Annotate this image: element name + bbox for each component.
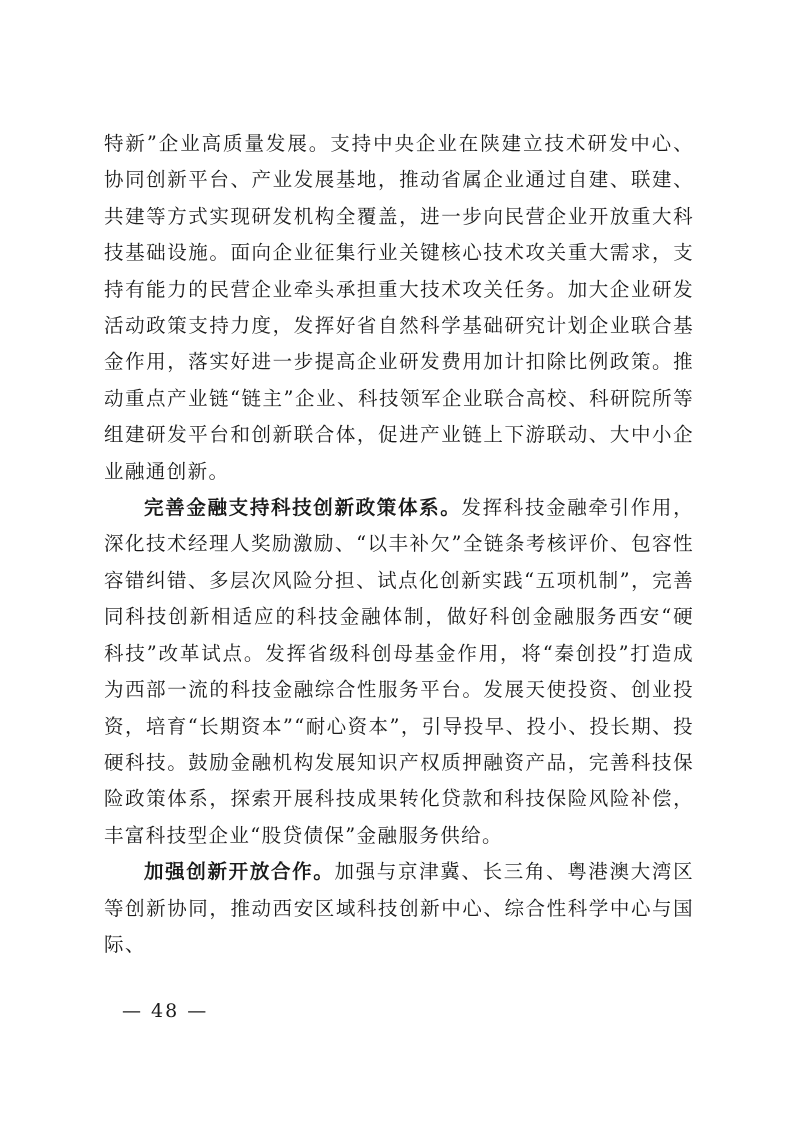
paragraph-continuation [104, 126, 694, 490]
paragraph-open-cooperation [104, 854, 694, 963]
body-text [104, 126, 694, 963]
paragraph-text: 发挥科技金融牵引作用，深化技术经理人奖励激励、“以丰补欠”全链条考核评价、包容性容错纠错、多层次风险分担、试点化创新实践“五项机制”，完善同科技创新相适应的科技金融体制，做好科创金融服务西安“硬科技”改革试点。发挥省级科创母基金作用，将“秦创投”打造成为西部一流的科技金融综合性服务平台。发展天使投资、创业投资，培育“长期资本”“耐心资本”，引导投早、投小、投长期、投硬科技。鼓励金融机构发展知识产权质押融资产品，完善科技保险政策体系，探索开展科技成果转化贷款和科技保险风险补偿，丰富科技型企业“股贷债保”金融服务供给。 [104, 496, 694, 847]
paragraph-text: 加强与京津冀、长三角、粤港澳大湾区等创新协同，推动西安区域科技创新中心、综合性科学中心与国际、 [104, 860, 694, 956]
paragraph-text: 特新”企业高质量发展。支持中央企业在陕建立技术研发中心、协同创新平台、产业发展基地，推动省属企业通过自建、联建、共建等方式实现研发机构全覆盖，进一步向民营企业开放重大科技基础设施。面向企业征集行业关键核心技术攻关重大需求，支持有能力的民营企业牵头承担重大技术攻关任务。加大企业研发活动政策支持力度，发挥好省自然科学基础研究计划企业联合基金作用，落实好进一步提高企业研发费用加计扣除比例政策。推动重点产业链“链主”企业、科技领军企业联合高校、科研院所等组建研发平台和创新联合体，促进产业链上下游联动、大中小企业融通创新。 [104, 132, 694, 483]
paragraph-heading: 加强创新开放合作。 [144, 860, 335, 884]
paragraph-finance [104, 490, 694, 854]
paragraph-heading: 完善金融支持科技创新政策体系。 [144, 496, 462, 520]
page-number: — 48 — [122, 1000, 209, 1022]
